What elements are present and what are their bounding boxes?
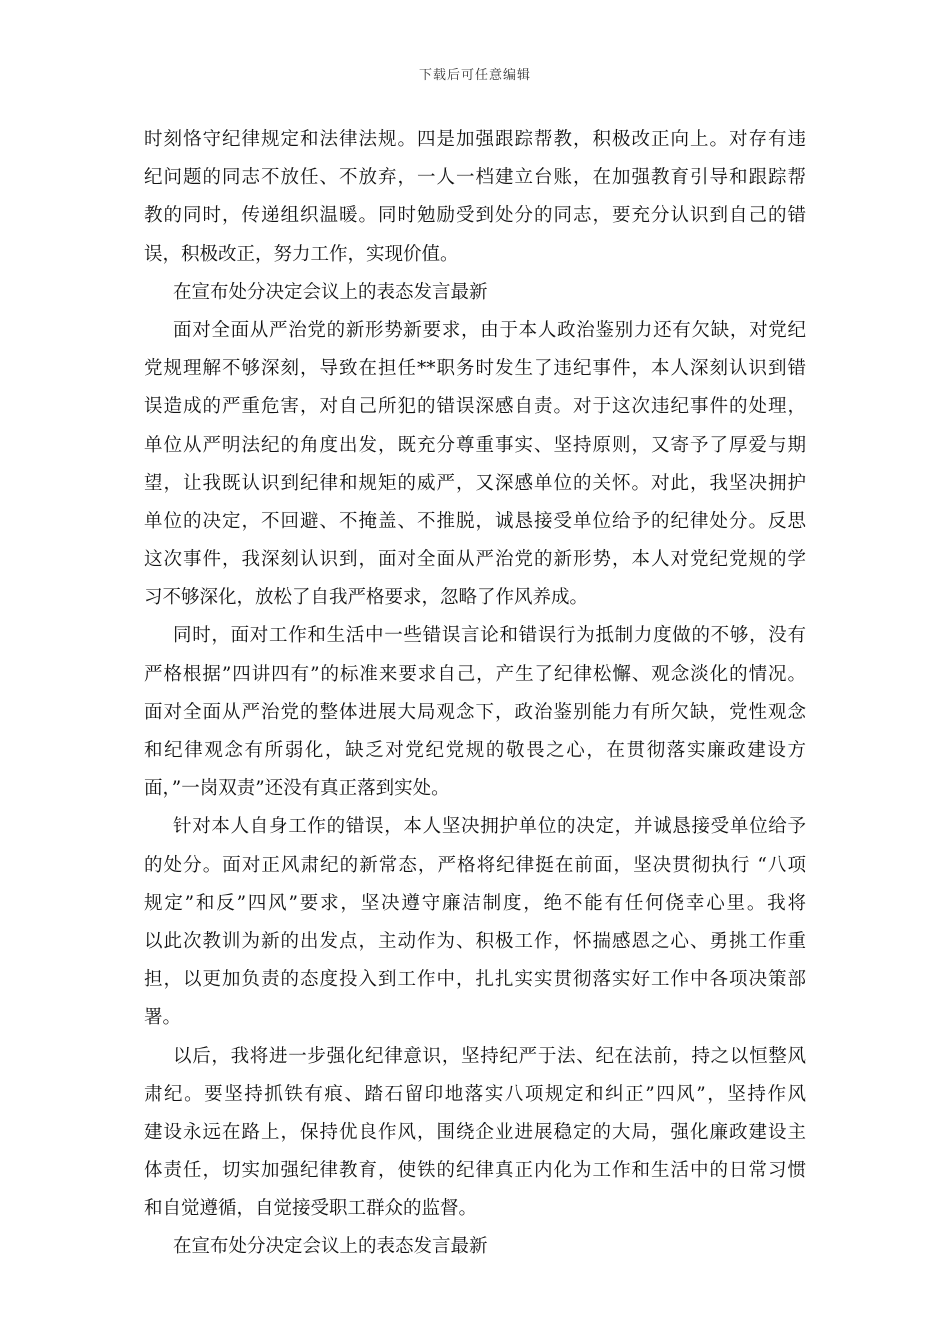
text-line: 针对本人自身工作的错误，本人坚决拥护单位的决定，并诚恳接受单位给予 bbox=[173, 816, 806, 838]
text-line: 面对全面从严治党的新形势新要求，由于本人政治鉴别力还有欠缺，对党纪 bbox=[173, 319, 806, 341]
text-line: 和纪律观念有所弱化，缺乏对党纪党规的敬畏之心，在贯彻落实廉政建设方 bbox=[144, 740, 806, 761]
text-line: 面对全面从严治党的整体进展大局观念下，政治鉴别能力有所欠缺，党性观念 bbox=[144, 701, 806, 723]
text-line: 的处分。面对正风肃纪的新常态，严格将纪律挺在前面，坚决贯彻执行 “八项 bbox=[144, 854, 806, 876]
text-line: 单位的决定，不回避、不掩盖、不推脱，诚恳接受单位给予的纪律处分。反思 bbox=[144, 510, 806, 532]
text-line: 纪问题的同志不放任、不放弃，一人一档建立台账，在加强教育引导和跟踪帮 bbox=[144, 167, 806, 189]
text-line: 单位从严明法纪的角度出发，既充分尊重事实、坚持原则，又寄予了厚爱与期 bbox=[144, 434, 806, 456]
text-line: 误，积极改正，努力工作，实现价值。 bbox=[144, 243, 459, 265]
text-line: 和自觉遵循，自觉接受职工群众的监督。 bbox=[144, 1198, 478, 1220]
text-line: 以后，我将进一步强化纪律意识，坚持纪严于法、纪在法前，持之以恒整风 bbox=[173, 1045, 806, 1067]
text-line: 在宣布处分决定会议上的表态发言最新 bbox=[173, 281, 488, 303]
text-line: 肃纪。要坚持抓铁有痕、踏石留印地落实八项规定和纠正”四风”，坚持作风 bbox=[144, 1083, 806, 1105]
page-header: 下载后可任意编辑 bbox=[418, 68, 531, 83]
text-line: 以此次教训为新的出发点，主动作为、积极工作，怀揣感恩之心、勇挑工作重 bbox=[144, 930, 806, 952]
document-body bbox=[144, 121, 806, 1267]
text-line: 教的同时，传递组织温暖。同时勉励受到处分的同志，要充分认识到自己的错 bbox=[144, 205, 806, 227]
text-line: 严格根据”四讲四有”的标准来要求自己，产生了纪律松懈、观念淡化的情况。 bbox=[144, 663, 806, 685]
text-line: 党规理解不够深刻，导致在担任**职务时发生了违纪事件，本人深刻认识到错 bbox=[144, 358, 806, 380]
text-line: 习不够深化，放松了自我严格要求，忽略了作风养成。 bbox=[144, 587, 589, 609]
text-line: 担，以更加负责的态度投入到工作中，扎扎实实贯彻落实好工作中各项决策部 bbox=[144, 969, 806, 991]
text-line: 建设永远在路上，保持优良作风，围绕企业进展稳定的大局，强化廉政建设主 bbox=[144, 1121, 806, 1143]
text-line: 署。 bbox=[144, 1007, 182, 1029]
text-line: 误造成的严重危害，对自己所犯的错误深感自责。对于这次违纪事件的处理， bbox=[144, 396, 806, 418]
text-line: 面，”一岗双责”还没有真正落到实处。 bbox=[144, 778, 450, 800]
text-line: 规定”和反”四风”要求，坚决遵守廉洁制度，绝不能有任何侥幸心里。我将 bbox=[144, 892, 806, 914]
text-line: 在宣布处分决定会议上的表态发言最新 bbox=[173, 1236, 488, 1258]
text-line: 同时，面对工作和生活中一些错误言论和错误行为抵制力度做的不够，没有 bbox=[173, 625, 806, 647]
text-line: 望，让我既认识到纪律和规矩的威严，又深感单位的关怀。对此，我坚决拥护 bbox=[144, 472, 806, 494]
text-line: 体责任，切实加强纪律教育，使铁的纪律真正内化为工作和生活中的日常习惯 bbox=[144, 1160, 806, 1182]
text-line: 这次事件，我深刻认识到，面对全面从严治党的新形势，本人对党纪党规的学 bbox=[144, 549, 806, 571]
text-line: 时刻恪守纪律规定和法律法规。四是加强跟踪帮教，积极改正向上。对存有违 bbox=[144, 129, 806, 150]
